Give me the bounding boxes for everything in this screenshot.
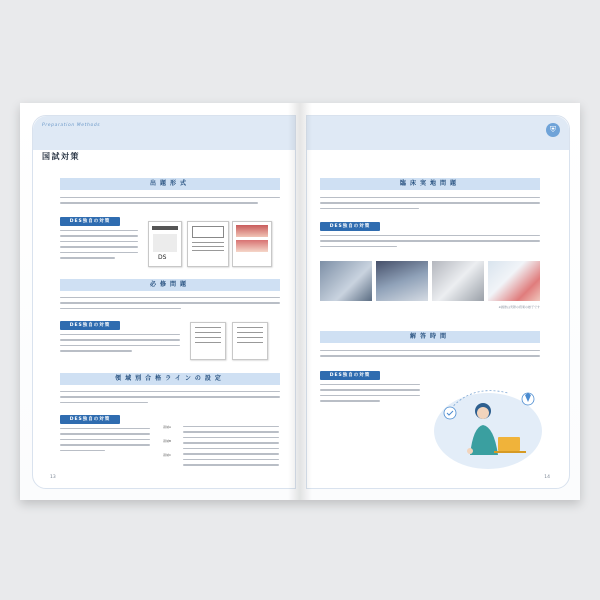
- left-page: [20, 103, 300, 500]
- photo-teeth-model: [488, 261, 540, 301]
- studying-student-illustration: [428, 375, 546, 473]
- des-body-4: [320, 235, 540, 251]
- des-label-4: DES独自の対策: [320, 222, 380, 231]
- heading-exam-format: 出題形式: [60, 178, 280, 190]
- body-required-questions: [60, 297, 280, 313]
- des-body-2: [60, 334, 180, 356]
- sample-sheet-4: [232, 322, 268, 360]
- right-header-band: [307, 116, 569, 150]
- sample-sheet-3: [190, 322, 226, 360]
- heading-required-questions: 必修問題: [60, 279, 280, 291]
- heading-clinical-questions: 臨床実地問題: [320, 178, 540, 190]
- des-label-3: DES独自の対策: [60, 415, 120, 424]
- photo-lecture-1: [320, 261, 372, 301]
- des-body-3: [60, 428, 150, 455]
- des-label-5: DES独自の対策: [320, 371, 380, 380]
- page-number-right: 14: [544, 475, 550, 480]
- heading-domain-pass-line: 領域別合格ラインの設定: [60, 373, 280, 385]
- photo-caption: ※画像は実際の授業の様子です: [498, 305, 540, 309]
- body-domain-pass-line: [60, 391, 280, 407]
- des-label-2: DES独自の対策: [60, 321, 120, 330]
- sample-exam-photos: [232, 221, 272, 267]
- table-label-c: 領域C: [163, 453, 172, 457]
- des-body-5: [320, 384, 420, 406]
- body-answer-time: [320, 350, 540, 361]
- body-clinical-questions: [320, 197, 540, 213]
- sample-exam-sheet-2: [187, 221, 229, 267]
- table-label-a: 領域A: [163, 425, 172, 429]
- page-number-left: 13: [50, 475, 56, 480]
- photo-lecture-2: [376, 261, 428, 301]
- heading-answer-time: 解答時間: [320, 331, 540, 343]
- body-exam-format: [60, 197, 280, 208]
- table-label-b: 領域B: [163, 439, 172, 443]
- shield-icon: ⛨: [546, 123, 560, 137]
- spine-gutter: [288, 103, 312, 500]
- des-body-1: [60, 230, 138, 263]
- left-header-band: [33, 116, 295, 150]
- brochure-spread: [20, 103, 580, 500]
- des-label-1: DES独自の対策: [60, 217, 120, 226]
- domain-table: [163, 425, 281, 471]
- section-tag: Preparation Methods: [42, 123, 101, 128]
- sample-exam-sheet-1: DS: [148, 221, 182, 267]
- right-page: [300, 103, 580, 500]
- page-title: 国試対策: [42, 152, 80, 161]
- photo-dental-model: [432, 261, 484, 301]
